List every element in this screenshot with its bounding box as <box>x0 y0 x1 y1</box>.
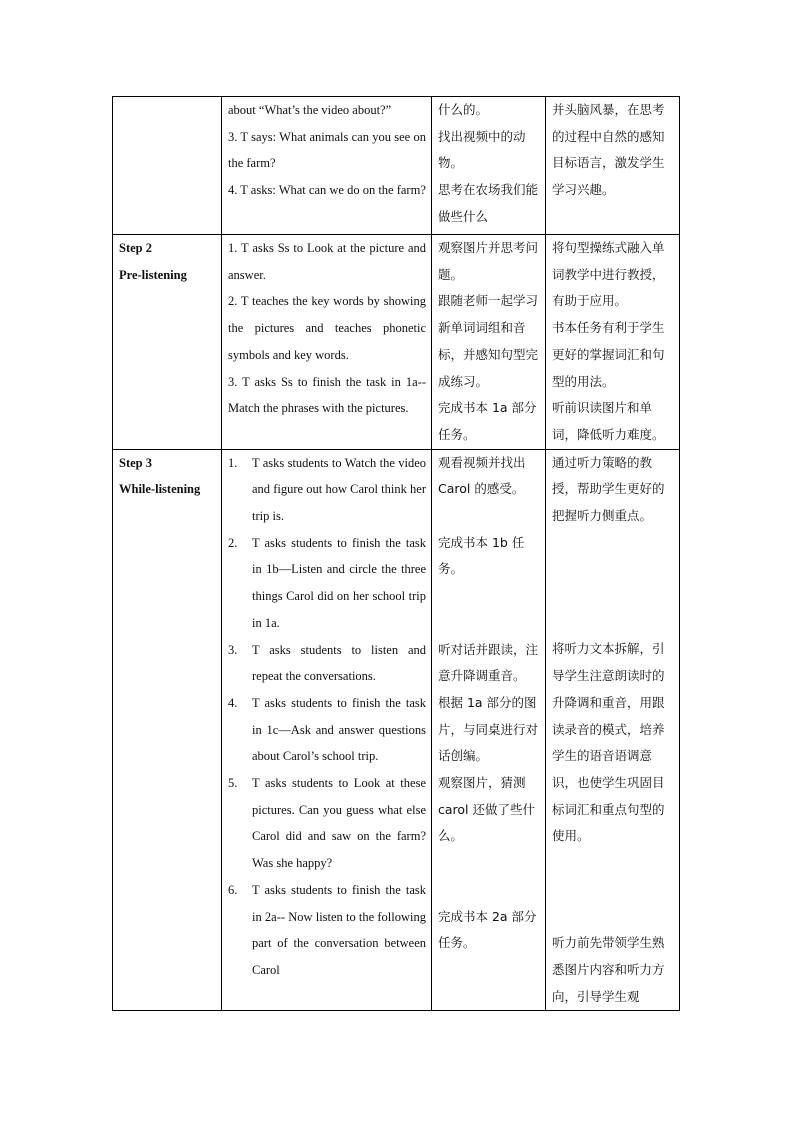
item-text: T asks students to Watch the video and figure out how Carol think her trip is. <box>252 455 426 524</box>
purpose-line: 通过听力策略的教授，帮助学生更好的把握听力侧重点。 <box>552 454 665 524</box>
activity-line: 2. T teaches the key words by showing the pictures and teaches phonetic symbols and key words. <box>228 294 426 362</box>
step-cell <box>113 97 222 235</box>
purpose-line: 听力前先带领学生熟悉图片内容和听力方向，引导学生观 <box>552 935 665 1004</box>
list-item <box>228 530 426 637</box>
item-number: 6. <box>228 882 238 897</box>
list-item <box>228 450 426 530</box>
lesson-plan-table <box>112 96 680 1011</box>
item-number: 1. <box>228 455 238 470</box>
student-line: 观看视频并找出 Carol 的感受。 <box>438 454 526 497</box>
activity-line: about “What’s the video about?” <box>228 103 392 117</box>
student-line: 完成书本 1a 部分任务。 <box>438 400 537 442</box>
item-text: T asks students to finish the task in 1c—Ask and answer questions about Carol’s school trip. <box>252 695 426 764</box>
item-number: 2. <box>228 535 238 550</box>
item-text: T asks students to listen and repeat the conversations. <box>252 642 426 684</box>
activity-line: 3. T says: What animals can you see on the farm? <box>228 129 426 171</box>
activity-cell <box>222 449 432 1011</box>
student-line: 什么的。 <box>438 102 489 117</box>
activity-cell <box>222 235 432 450</box>
student-line: 找出视频中的动物。 <box>438 128 526 171</box>
student-line: 根据 1a 部分的图片，与同桌进行对话创编。 <box>438 694 539 764</box>
list-item <box>228 877 426 984</box>
step-title: Step 3 <box>119 455 152 470</box>
activity-line: 1. T asks Ss to Look at the picture and answer. <box>228 241 426 282</box>
step-title: Step 2 <box>119 241 152 255</box>
list-item <box>228 690 426 770</box>
list-item <box>228 637 426 690</box>
item-text: T asks students to finish the task in 2a-- Now listen to the following part of the conversation between Carol <box>252 882 426 977</box>
activity-list <box>228 450 426 984</box>
student-line: 跟随老师一起学习新单词词组和音标，并感知句型完成练习。 <box>438 293 539 389</box>
item-text: T asks students to finish the task in 1b—Listen and circle the three things Carol did on her school trip in 1a. <box>252 535 426 630</box>
table-row <box>113 235 680 450</box>
purpose-line: 将句型操练式融入单词教学中进行教授，有助于应用。 <box>552 240 665 309</box>
item-number: 5. <box>228 776 238 791</box>
student-line: 思考在农场我们能做些什么 <box>438 182 539 224</box>
student-line: 听对话并跟读，注意升降调重音。 <box>438 641 539 684</box>
purpose-cell <box>546 449 680 1011</box>
item-text: T asks students to Look at these pictures. Can you guess what else Carol did and saw on the farm? Was she happy? <box>252 776 426 871</box>
table-row <box>113 449 680 1011</box>
list-item <box>228 770 426 877</box>
item-number: 3. <box>228 642 238 657</box>
student-cell <box>432 449 546 1011</box>
purpose-cell <box>546 97 680 235</box>
purpose-line: 听前识读图片和单词，降低听力难度。 <box>552 400 665 442</box>
student-line: 观察图片，猜测 carol 还做了些什么。 <box>438 775 535 844</box>
student-cell <box>432 97 546 235</box>
student-line: 完成书本 1b 任务。 <box>438 534 525 577</box>
activity-cell <box>222 97 432 235</box>
step-cell <box>113 235 222 450</box>
step-name: While-listening <box>119 482 201 497</box>
step-cell <box>113 449 222 1011</box>
purpose-line: 书本任务有利于学生更好的掌握词汇和句型的用法。 <box>552 320 665 389</box>
purpose-line: 将听力文本拆解，引导学生注意朗读时的升降调和重音，用跟读录音的模式，培养学生的语音语调意识，也使学生巩固目标词汇和重点句型的使用。 <box>552 641 665 844</box>
student-line: 观察图片并思考问题。 <box>438 240 539 282</box>
activity-line: 4. T asks: What can we do on the farm? <box>228 183 426 198</box>
activity-line: 3. T asks Ss to finish the task in 1a-- Match the phrases with the pictures. <box>228 374 426 416</box>
student-cell <box>432 235 546 450</box>
step-name: Pre-listening <box>119 267 187 282</box>
item-number: 4. <box>228 695 238 710</box>
table-row <box>113 97 680 235</box>
purpose-cell <box>546 235 680 450</box>
student-line: 完成书本 2a 部分任务。 <box>438 908 537 951</box>
purpose-line: 并头脑风暴，在思考的过程中自然的感知目标语言，激发学生学习兴趣。 <box>552 102 665 198</box>
